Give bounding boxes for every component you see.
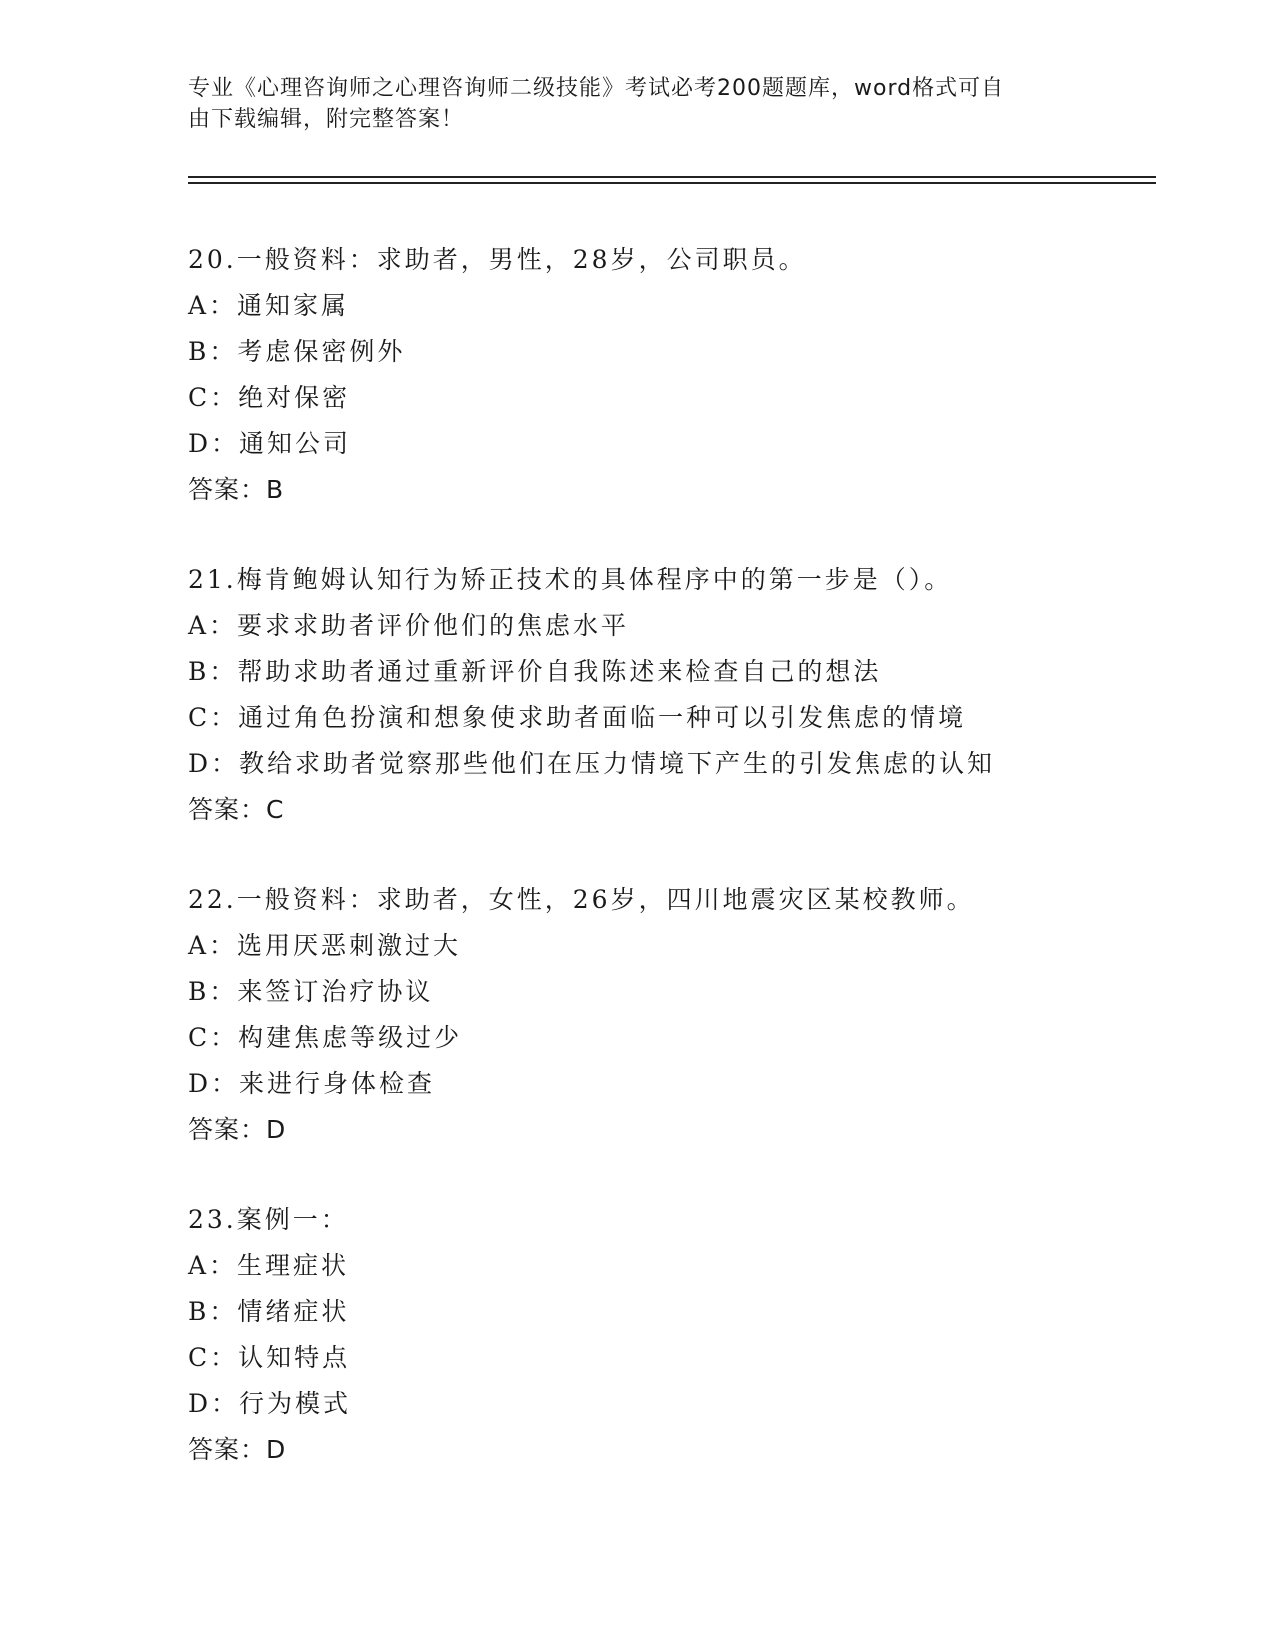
header-divider-top [188, 176, 1156, 178]
option-d: D：通知公司 [188, 429, 352, 458]
option-b: B：帮助求助者通过重新评价自我陈述来检查自己的想法 [188, 657, 882, 686]
answer-line: 答案：B [188, 475, 285, 504]
question-20 [188, 237, 1148, 513]
option-c: C：认知特点 [188, 1343, 351, 1372]
question-22 [188, 877, 1148, 1153]
option-d: D：行为模式 [188, 1389, 352, 1418]
question-stem: 23.案例一： [188, 1205, 349, 1234]
answer-line: 答案：D [188, 1115, 287, 1144]
option-d: D：来进行身体检查 [188, 1069, 436, 1098]
option-b: B：来签订治疗协议 [188, 977, 434, 1006]
option-d: D：教给求助者觉察那些他们在压力情境下产生的引发焦虑的认知 [188, 749, 996, 778]
option-b: B：考虑保密例外 [188, 337, 406, 366]
document-header [188, 73, 1068, 135]
option-a: A：通知家属 [188, 291, 350, 320]
option-b: B：情绪症状 [188, 1297, 350, 1326]
question-21 [188, 557, 1148, 833]
header-divider-bottom [188, 182, 1156, 184]
question-stem: 21.梅肯鲍姆认知行为矫正技术的具体程序中的第一步是（）。 [188, 565, 953, 594]
option-a: A：要求求助者评价他们的焦虑水平 [188, 611, 630, 640]
answer-line: 答案：C [188, 795, 285, 824]
question-stem: 20.一般资料：求助者，男性，28岁，公司职员。 [188, 245, 807, 274]
question-stem: 22.一般资料：求助者，女性，26岁，四川地震灾区某校教师。 [188, 885, 975, 914]
option-c: C：通过角色扮演和想象使求助者面临一种可以引发焦虑的情境 [188, 703, 967, 732]
header-line-1: 专业《心理咨询师之心理咨询师二级技能》考试必考200题题库，word格式可自 [188, 76, 1005, 101]
option-a: A：生理症状 [188, 1251, 350, 1280]
question-23 [188, 1197, 1148, 1473]
answer-line: 答案：D [188, 1435, 287, 1464]
option-c: C：绝对保密 [188, 383, 351, 412]
option-a: A：选用厌恶刺激过大 [188, 931, 462, 960]
option-c: C：构建焦虑等级过少 [188, 1023, 463, 1052]
header-line-2: 由下载编辑，附完整答案！ [188, 107, 465, 132]
